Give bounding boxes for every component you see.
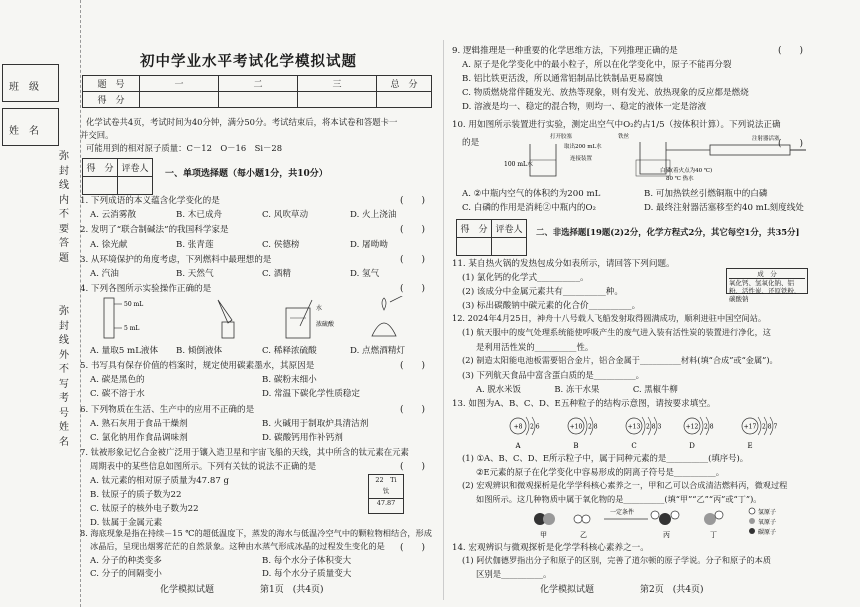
option: D. 点燃酒精灯 [350,346,406,356]
question-8-cont: 冰晶后，呈现出烟雾茫茫的自然景象。这种由水蒸气形成冰晶的过程发生变化的是 [90,541,385,551]
score-table [82,75,432,108]
answer-paren[interactable]: ( ) [400,543,426,553]
option: D. 最终注射器活塞移至约40 mL刻度线处 [644,203,804,213]
question-7-cont: 周期表中的某些信息如图所示。下列有关钛的说法不正确的是 [90,461,317,471]
score-cell: 题 号 [83,76,140,92]
page-divider [443,40,444,600]
fig10-label-d: 连接装置 [570,156,593,162]
particle-label: D [689,442,695,450]
fig10-label-b: 打开胶塞 [550,134,573,140]
fig4-label-a2: 5 mL [124,325,140,332]
option: B. 倾倒液体 [176,346,223,356]
option: D. 火上浇油 [350,210,397,220]
class-label: 班 级 [9,82,39,93]
answer-paren[interactable]: ( ) [400,225,426,235]
option: B. 碳粉末细小 [262,375,317,385]
particle-label: C [631,442,637,450]
atomic-structure-figure [500,410,790,450]
option: A. 分子的种类变多 [90,556,162,566]
question-11: 11. 某自热火锅的发热包成分如表所示，请回答下列问题。 [452,259,675,269]
fig4-label-c1: 水 [316,305,323,312]
fig4-label-a1: 50 mL [124,301,144,308]
grader-box-2 [456,219,527,256]
label-yi: 乙 [580,531,587,539]
fig10-label-a: 铁丝 [618,134,630,140]
option: A. 徐光献 [90,240,128,250]
ingredients-title: 成 分 [729,270,805,279]
electron-count: 2 6 [530,423,540,431]
nucleus-charge: +8 [513,423,523,431]
legend-c: 碳原子 [758,529,777,536]
label-bing: 丙 [663,531,670,539]
q11-part: (1) 氯化钙的化学式__________。 [462,273,589,283]
score-cell: 总 分 [377,76,432,92]
answer-paren[interactable]: ( ) [778,46,804,56]
fig10-water: 100 mL水 [504,161,534,168]
question-10: 10. 用如图所示装置进行实验，测定出空气中O₂约占1/5（按体积计算）。下列说法正确 [452,120,781,130]
nucleus-charge: +12 [685,423,699,431]
score-cell: 二 [219,76,298,92]
nucleus-charge: +17 [743,423,757,431]
q13-part: ②E元素的原子在化学变化中容易形成的阴离子符号是__________。 [476,467,725,477]
answer-paren[interactable]: ( ) [400,361,426,371]
score-cell[interactable] [140,92,219,108]
option: C. 分子的间隔变小 [90,569,162,579]
oxygen-apparatus-figure [490,130,810,182]
molecule-reaction-figure [520,505,810,541]
footer-name: 化学模拟试题 [160,585,215,595]
electron-shell [526,417,529,435]
particle-label: E [747,442,753,450]
q13-part: (1) ①A、B、C、D、E所示粒子中，属于同种元素的是__________(填序号)。 [462,453,749,463]
option: D. 溶液是均一、稳定的混合物，则均一、稳定的液体一定是溶液 [462,102,707,112]
q14-part: (1) 阿伏伽德罗指出分子和原子的区别，完善了道尔顿的原子学说。分子和原子的本质 [462,555,771,565]
option: C. 酒精 [262,269,291,279]
electron-count: 2 8 [588,423,598,431]
option: A. 量取5 mL液体 [90,346,159,356]
option: A. 汽油 [90,269,119,279]
q12-part: (2) 制造太阳能电池板需要铝合金片，铝合金属于__________材料(填“合成”或“金属”)。 [462,355,778,365]
option: B. 火碱用于制取炉具清洁剂 [262,419,369,429]
legend-h: 氢原子 [758,509,777,516]
score-cell: 三 [298,76,377,92]
question-9: 9. 逻辑推理是一种重要的化学思维方法，下列推理正确的是 [452,46,678,56]
exam-title: 初中学业水平考试化学模拟试题 [140,53,357,70]
titanium-periodic-cell [368,474,404,514]
grader-reviewer-cell[interactable] [492,238,527,256]
grader-score-label: 得 分 [83,159,118,177]
q14-part: 区别是__________。 [476,569,552,579]
seal-text: 弥封线内不要答题 [59,151,69,264]
option: C. 氯化钠用作食品调味剂 [90,433,188,443]
intro-line: 并交回。 [80,130,114,140]
option: A. ②中瓶内空气的体积约为200 mL [462,189,601,199]
footer-name-2: 化学模拟试题 [540,585,595,595]
footer-page-2: 第2页 (共4页) [640,585,704,595]
electron-count: 2 8 3 [646,423,662,431]
question-14: 14. 宏观辨识与微观探析是化学学科核心素养之一。 [452,543,649,553]
answer-paren[interactable]: ( ) [400,255,426,265]
score-cell: 得 分 [83,92,140,108]
option: A. 钛元素的相对原子质量为47.87 g [90,476,230,486]
class-box [2,64,59,102]
option: C. 稀释浓硫酸 [262,346,317,356]
option: B. 张青莲 [176,240,214,250]
label-jia: 甲 [540,531,547,539]
ingredients-box [726,268,808,303]
grader-reviewer-label: 评卷人 [492,220,527,238]
question-2: 2. 发明了“联合制碱法”的我国科学家是 [80,225,229,235]
electron-shell [642,417,645,435]
q11-part: (2) 该成分中金属元素共有__________种。 [462,287,623,297]
question-1: 1. 下列成语的本义蕴含化学变化的是 [80,196,220,206]
label-ding: 丁 [710,531,717,539]
option: B. 钛原子的质子数为22 [90,490,182,500]
score-cell: 一 [140,76,219,92]
nucleus-charge: +13 [627,423,641,431]
ingredients-text: 氧化钙、氢氧化钠、铝粉、活性炭、还原铁粉、碳酸钠 [729,279,801,303]
question-7: 7. 钛被形象记忆合金被广泛用于镶入造卫星和宇宙飞船的天线，其中所含的钛元素在元素 [80,447,409,457]
ti-symbol: 钛 [382,487,390,495]
answer-paren[interactable]: ( ) [400,284,426,294]
question-4: 4. 下列各图所示实验操作正确的是 [80,284,212,294]
score-cell[interactable] [219,92,298,108]
name-box [2,108,59,146]
option: D. 钛属于金属元素 [90,518,163,528]
ti-number: 22 Ti [375,476,397,484]
score-cell[interactable] [377,92,432,108]
option: A. 碳是黑色的 [90,375,145,385]
option: C. 白磷的作用是消耗②中瓶内的O₂ [462,203,596,213]
q11-part: (3) 标出碳酸钠中碳元素的化合价__________。 [462,301,641,311]
footer-page: 第1页 (共4页) [260,585,324,595]
grader-score-cell[interactable] [457,238,492,256]
legend-o: 氧原子 [758,519,777,526]
lab-operations-figure [90,296,420,342]
option: B. 每个水分子体积变大 [262,556,352,566]
option: C. 物质燃烧常伴随发光、放热等现象，则有发光、放热现象的反应都是燃烧 [462,88,749,98]
reaction-condition: 一定条件 [610,509,635,516]
particle-label: A [515,442,521,450]
q12-options: A. 脱水米饭 B. 冻干水果 C. 黑椒牛柳 [476,384,678,394]
option: A. 云消雾散 [90,210,137,220]
fig10-label-h: 注射器活塞 [752,136,780,142]
electron-shell [700,417,703,435]
binding-strip [0,0,81,607]
option: B. 可加热铁丝引燃铜瓶中的白磷 [644,189,768,199]
section-1-heading: 一、单项选择题（每小题1分，共10分） [165,169,328,179]
question-5: 5. 书写具有保存价值的档案时，规定使用碳素墨水，其原因是 [80,361,315,371]
question-3: 3. 从环境保护的角度考虑，下列燃料中最理想的是 [80,255,272,265]
ti-mass: 47.87 [369,498,403,507]
grader-box [82,158,153,195]
question-8: 8. 海底现象是指在持续－15 ℃的超低温度下，蒸发的海水与低温冷空气中的颗粒物相结合，形成 [80,528,432,538]
grader-reviewer-label: 评卷人 [118,159,153,177]
option: C. 侯德榜 [262,240,300,250]
electron-count: 2 8 [704,423,714,431]
fig10-label-c: 取出200 mL水 [564,144,602,150]
electron-count: 2 8 7 [762,423,778,431]
answer-paren[interactable]: ( ) [400,405,426,415]
section-2-heading: 二、非选择题[19题(2)2分，化学方程式2分，其它每空1分，共35分] [536,227,800,237]
q12-part: 是利用活性炭的__________性。 [476,342,594,352]
option: B. 天然气 [176,269,214,279]
option: C. 碳不溶于水 [90,389,145,399]
q13-part: 如图所示。这几种物质中属于氧化物的是__________(填“甲”“乙”“丙”或“丁”)。 [476,494,762,504]
nucleus-charge: +10 [569,423,583,431]
q12-part: (3) 下列航天食品中富含蛋白质的是__________。 [462,370,645,380]
grader-score-cell[interactable] [83,177,118,195]
intro-line: 化学试卷共4页，考试时间为40分钟，满分50分。考试结束后，将本试卷和答题卡一 [86,117,398,127]
fig10-label-e: 白磷(着火点为40 ℃) [660,168,713,174]
score-cell[interactable] [298,92,377,108]
question-6: 6. 下列物质在生活、生产中的应用不正确的是 [80,405,255,415]
question-10-cont: 的是 [462,138,480,148]
answer-paren[interactable]: ( ) [400,196,426,206]
fig10-label-g: 80 ℃ 热水 [666,176,694,182]
option: C. 钛原子的核外电子数为22 [90,504,199,514]
electron-shell [758,417,761,435]
intro-line: 可能用到的相对原子质量：C－12 O－16 Si－28 [86,143,283,153]
fig4-label-c2: 浓硫酸 [316,321,335,328]
particle-label: B [573,442,579,450]
option: A. 原子是化学变化中的最小粒子，所以在化学变化中，原子不能再分裂 [462,60,732,70]
electron-shell [584,417,587,435]
question-13: 13. 如图为A、B、C、D、E五种粒子的结构示意图，请按要求填空。 [452,399,716,409]
option: C. 风吹草动 [262,210,309,220]
seal-text-outer: 弥封线外不写考号姓名 [59,306,69,448]
option: B. 木已成舟 [176,210,223,220]
option: D. 碳酸钙用作补钙剂 [262,433,343,443]
option: D. 每个水分子质量变大 [262,569,352,579]
name-label: 姓 名 [9,126,39,137]
q12-part: (1) 航天服中的废气处理系统能使呼吸产生的废气进入装有活性炭的装置进行净化，这 [462,327,771,337]
grader-reviewer-cell[interactable] [118,177,153,195]
option: D. 氢气 [350,269,380,279]
option: D. 常温下碳化学性质稳定 [262,389,360,399]
grader-score-label: 得 分 [457,220,492,238]
option: D. 屠呦呦 [350,240,388,250]
question-12: 12. 2024年4月25日，神舟十八号载人飞船发射取得圆满成功，顺利进驻中国空间站。 [452,313,767,323]
answer-paren[interactable]: ( ) [400,462,426,472]
answer-paren[interactable]: ( ) [778,139,804,149]
option: A. 熟石灰用于食品干燥剂 [90,419,188,429]
q13-part: (2) 宏观辨识和微观探析是化学学科核心素养之一，甲和乙可以合成清洁燃料丙，微观过程 [462,480,788,490]
option: B. 铝比铁更活泼，所以通常铝制品比铁制品更易腐蚀 [462,74,663,84]
